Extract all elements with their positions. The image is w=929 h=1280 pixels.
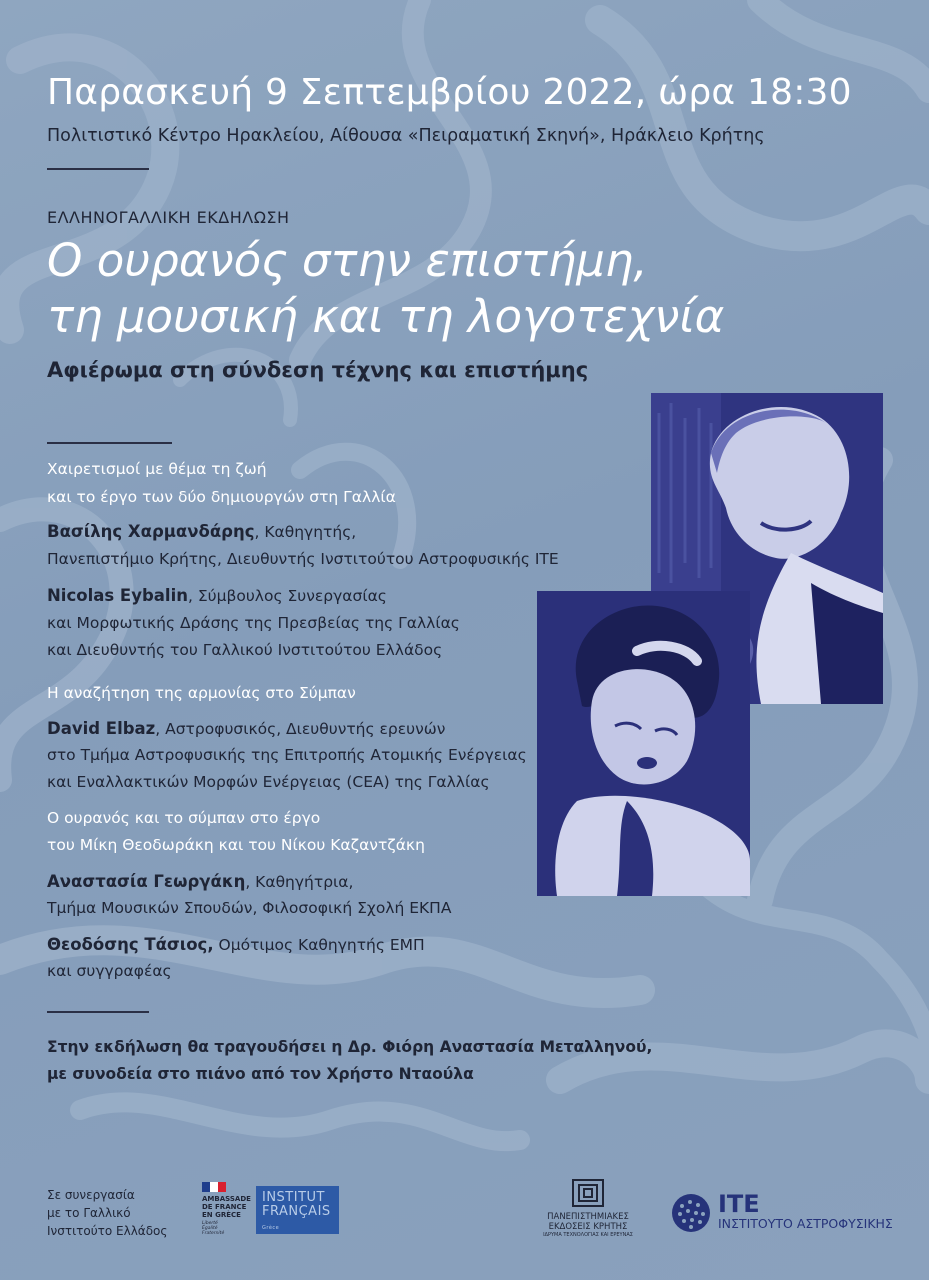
cretan-university-press-emblem-icon [571, 1178, 605, 1208]
partnership-note-line2: με το Γαλλικό [47, 1206, 131, 1220]
speaker-3-role: και Εναλλακτικών Μορφών Ενέργειας (CEA) της Γαλλίας [47, 773, 490, 791]
greeting-topic-line1: Χαιρετισμοί με θέμα τη ζωή [47, 460, 267, 478]
ambassade-line: AMBASSADE [202, 1195, 251, 1203]
ambassade-line: DE FRANCE [202, 1203, 247, 1211]
divider [47, 1011, 149, 1013]
speaker-5-role: και συγγραφέας [47, 962, 172, 980]
event-type: ΕΛΛΗΝΟΓΑΛΛΙΚΗ ΕΚΔΗΛΩΣΗ [47, 208, 290, 227]
event-title [47, 233, 724, 345]
speaker-1 [47, 518, 356, 546]
ite-globe-icon [670, 1192, 712, 1234]
divider [47, 168, 149, 170]
topic-harmony: Η αναζήτηση της αρμονίας στο Σύμπαν [47, 684, 356, 702]
closing-note [47, 1034, 652, 1088]
speaker-name: David Elbaz [47, 719, 156, 738]
greeting-topic-line2: και το έργο των δύο δημιουργών στη Γαλλία [47, 488, 396, 506]
cretan-university-press-logo [532, 1178, 644, 1246]
speaker-role: , Καθηγητής, [254, 523, 357, 541]
speaker-5 [47, 931, 425, 959]
event-title-line2: τη μουσική και τη λογοτεχνία [47, 290, 725, 343]
institut-line: FRANÇAIS [262, 1204, 331, 1219]
ite-institute-name: ΙΝΣΤΙΤΟΥΤΟ ΑΣΤΡΟΦΥΣΙΚΗΣ [718, 1216, 893, 1231]
event-title-line1: Ο ουρανός στην επιστήμη, [47, 234, 648, 287]
pek-subline: ΙΔΡΥΜΑ ΤΕΧΝΟΛΟΓΙΑΣ ΚΑΙ ΕΡΕΥΝΑΣ [543, 1232, 633, 1238]
speaker-2-role: και Διευθυντής του Γαλλικού Ινστιτούτου Ελλάδος [47, 641, 443, 659]
partnership-note-line1: Σε συνεργασία [47, 1188, 135, 1202]
speaker-4 [47, 868, 353, 896]
ambassade-line: EN GRÈCE [202, 1211, 241, 1219]
divider [47, 442, 172, 444]
portrait-photo-theodorakis [537, 591, 750, 896]
pek-line: ΕΚΔΟΣΕΙΣ ΚΡΗΤΗΣ [548, 1222, 628, 1232]
speaker-name: Θεοδόσης Τάσιος, [47, 935, 214, 954]
speaker-2-role: και Μορφωτικής Δράσης της Πρεσβείας της Γαλλίας [47, 614, 460, 632]
speaker-name: Αναστασία Γεωργάκη [47, 872, 246, 891]
cretan-university-press-name [532, 1212, 644, 1232]
ambassade-name [202, 1195, 252, 1219]
ite-acronym: ΙΤΕ [718, 1190, 760, 1218]
ambassade-de-france-logo [202, 1182, 252, 1242]
speaker-4-role: Τμήμα Μουσικών Σπουδών, Φιλοσοφική Σχολή ΕΚΠΑ [47, 899, 452, 917]
motto-line: Égalité [202, 1226, 218, 1231]
topic-sky-universe-line1: Ο ουρανός και το σύμπαν στο έργο [47, 809, 321, 827]
event-venue: Πολιτιστικό Κέντρο Ηρακλείου, Αίθουσα «Πειραματική Σκηνή», Ηράκλειο Κρήτης [47, 126, 765, 146]
speaker-3-role: στο Τμήμα Αστροφυσικής της Επιτροπής Ατομικής Ενέργειας [47, 746, 527, 764]
speaker-3 [47, 715, 445, 743]
french-flag-icon [202, 1182, 226, 1192]
institut-sub: Grèce [262, 1225, 280, 1231]
event-date-time: Παρασκευή 9 Σεπτεμβρίου 2022, ώρα 18:30 [47, 72, 852, 113]
portrait-theodorakis-illustration [537, 591, 750, 896]
closing-note-line2: με συνοδεία στο πιάνο από τον Χρήστο Νταούλα [47, 1065, 474, 1083]
partnership-note-line3: Ινστιτούτο Ελλάδος [47, 1224, 168, 1238]
speaker-role: , Καθηγήτρια, [245, 873, 354, 891]
speaker-name: Nicolas Eybalin [47, 586, 188, 605]
institut-line: INSTITUT [262, 1190, 325, 1205]
speaker-name: Βασίλης Χαρμανδάρης [47, 522, 255, 541]
ite-institute-of-astrophysics-logo [670, 1190, 893, 1234]
institut-francais-logo [256, 1186, 339, 1234]
speaker-role: , Σύμβουλος Συνεργασίας [187, 587, 387, 605]
pek-line: ΠΑΝΕΠΙΣΤΗΜΙΑΚΕΣ [547, 1212, 629, 1222]
speaker-2 [47, 582, 387, 610]
motto-line: Liberté [202, 1221, 218, 1226]
ambassade-motto [202, 1221, 252, 1236]
partnership-note [47, 1186, 167, 1240]
closing-note-line1: Στην εκδήλωση θα τραγουδήσει η Δρ. Φιόρη Αναστασία Μεταλληνού, [47, 1038, 653, 1056]
motto-line: Fraternité [202, 1231, 225, 1236]
speaker-role: , Αστροφυσικός, Διευθυντής ερευνών [155, 720, 446, 738]
event-subtitle: Αφιέρωμα στη σύνδεση τέχνης και επιστήμης [47, 358, 589, 382]
speaker-role: Ομότιμος Καθηγητής ΕΜΠ [213, 936, 425, 954]
speaker-1-role: Πανεπιστήμιο Κρήτης, Διευθυντής Ινστιτούτου Αστροφυσικής ΙΤΕ [47, 550, 559, 568]
topic-sky-universe-line2: του Μίκη Θεοδωράκη και του Νίκου Καζαντζάκη [47, 836, 425, 854]
